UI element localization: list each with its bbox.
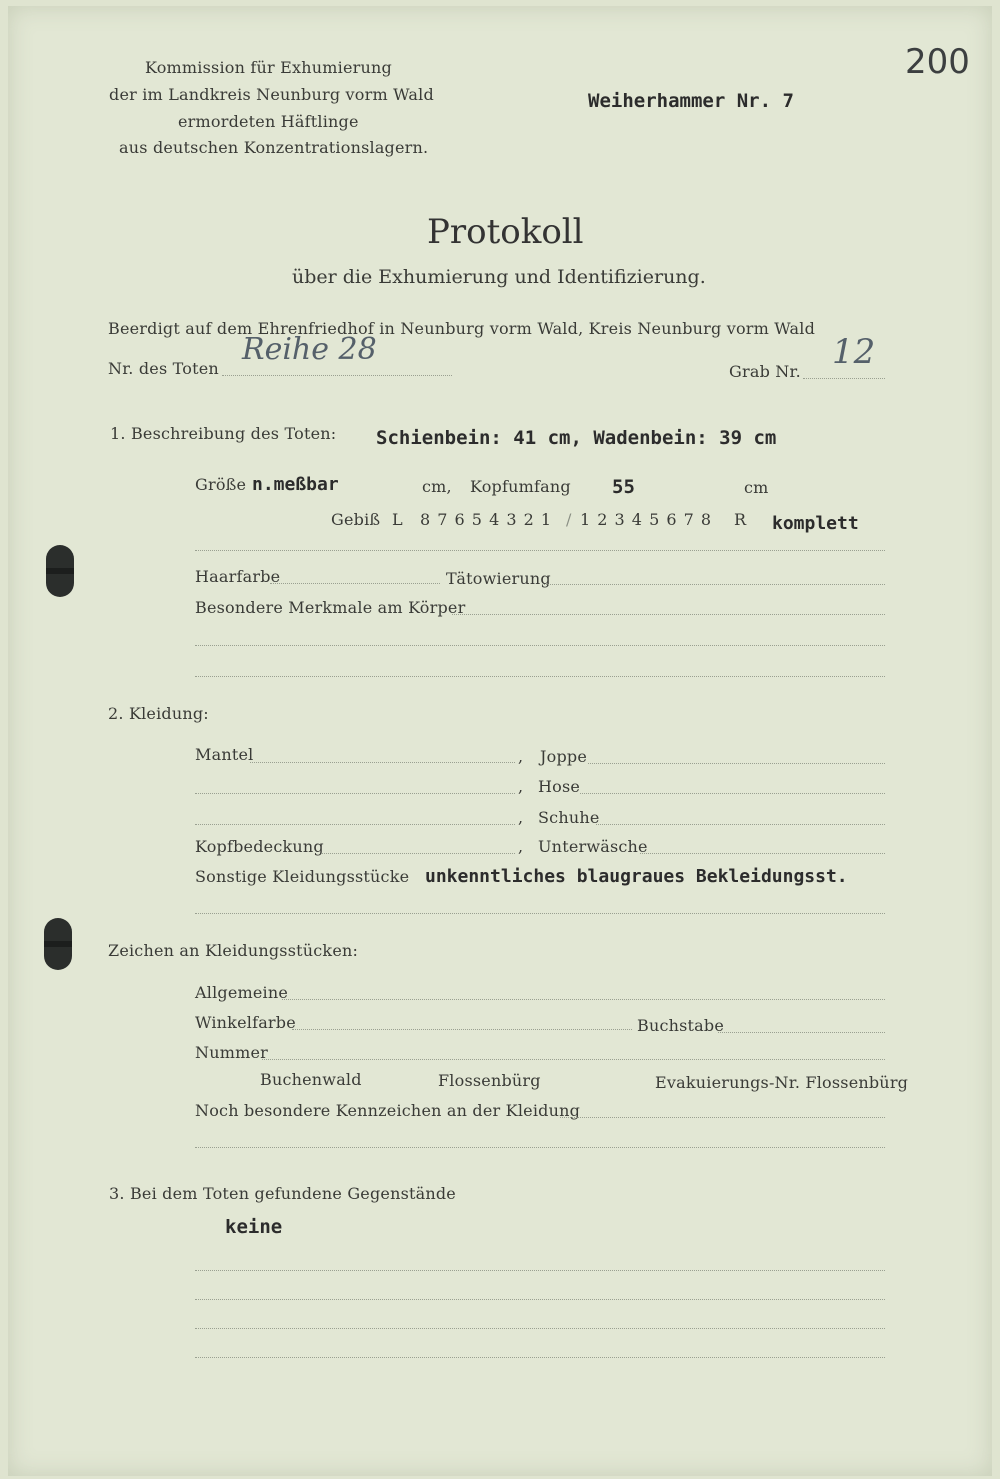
document-title: Protokoll xyxy=(427,212,584,252)
document-subtitle: über die Exhumierung und Identifizierung. xyxy=(292,266,706,288)
groesse-label: Größe xyxy=(195,475,247,494)
unterwaesche-line xyxy=(640,853,885,854)
joppe-label: Joppe xyxy=(540,747,587,766)
groesse-value: n.meßbar xyxy=(252,474,339,495)
buchstabe-label: Buchstabe xyxy=(637,1016,725,1035)
gebiss-extra-line xyxy=(195,550,885,551)
buchstabe-line xyxy=(718,1032,885,1033)
hose-label: Hose xyxy=(538,777,581,796)
zeichen-heading: Zeichen an Kleidungsstücken: xyxy=(108,941,359,960)
comma-schuhe: , xyxy=(518,808,524,827)
allgemeine-line xyxy=(282,999,885,1000)
comma-unterwaesche: , xyxy=(518,837,524,856)
joppe-line xyxy=(588,763,885,764)
taetowierung-line xyxy=(542,584,885,585)
gegenstaende-line-1 xyxy=(195,1270,885,1271)
groesse-unit: cm, xyxy=(422,477,452,496)
section1-heading: 1. Beschreibung des Toten: xyxy=(110,424,337,443)
gegenstaende-line-4 xyxy=(195,1357,885,1358)
nummer-label: Nummer xyxy=(195,1043,268,1062)
evakuierung-label: Evakuierungs-Nr. Flossenbürg xyxy=(655,1073,909,1092)
merkmale-label: Besondere Merkmale am Körper xyxy=(195,598,466,617)
unterwaesche-label: Unterwäsche xyxy=(538,837,648,856)
grab-nr-value: 12 xyxy=(832,332,876,372)
gebiss-label: Gebiß xyxy=(331,510,381,529)
taetowierung-label: Tätowierung xyxy=(446,569,551,588)
merkmale-line-3 xyxy=(195,676,885,677)
toten-nr-label: Nr. des Toten xyxy=(108,359,219,378)
org-line-3: ermordeten Häftlinge xyxy=(178,112,359,131)
kopfbedeckung-label: Kopfbedeckung xyxy=(195,837,324,856)
page-number: 200 xyxy=(905,42,970,82)
gebiss-right-marker: R xyxy=(734,510,747,529)
mantel-label: Mantel xyxy=(195,745,254,764)
besondere-kennzeichen-label: Noch besondere Kennzeichen an der Kleidung xyxy=(195,1101,581,1120)
schuhe-line xyxy=(596,824,885,825)
gegenstaende-line-3 xyxy=(195,1328,885,1329)
sonstige-label: Sonstige Kleidungsstücke xyxy=(195,867,410,886)
sonstige-line-2 xyxy=(195,913,885,914)
kopfumfang-unit: cm xyxy=(744,478,769,497)
kopfbedeckung-line xyxy=(322,853,515,854)
kopfumfang-label: Kopfumfang xyxy=(470,477,571,496)
besondere-kennzeichen-line-2 xyxy=(195,1147,885,1148)
toten-nr-line xyxy=(222,375,452,376)
schuhe-label: Schuhe xyxy=(538,808,600,827)
kleidung-line-2 xyxy=(195,793,515,794)
toten-nr-value: Reihe 28 xyxy=(242,332,377,367)
comma-hose: , xyxy=(518,777,524,796)
nummer-line xyxy=(262,1059,885,1060)
gebiss-value: komplett xyxy=(772,513,859,534)
winkelfarbe-label: Winkelfarbe xyxy=(195,1013,296,1032)
flossenbuerg-label: Flossenbürg xyxy=(438,1071,541,1090)
kopfumfang-value: 55 xyxy=(612,476,635,498)
org-line-4: aus deutschen Konzentrationslagern. xyxy=(119,138,429,157)
typed-reference: Weiherhammer Nr. 7 xyxy=(588,90,794,112)
mantel-line xyxy=(250,762,515,763)
allgemeine-label: Allgemeine xyxy=(195,983,289,1002)
besondere-kennzeichen-line xyxy=(560,1117,885,1118)
merkmale-line xyxy=(452,614,885,615)
kleidung-line-3 xyxy=(195,824,515,825)
punch-hole-upper xyxy=(46,545,74,597)
merkmale-line-2 xyxy=(195,645,885,646)
comma-joppe: , xyxy=(518,747,524,766)
org-line-1: Kommission für Exhumierung xyxy=(145,58,392,77)
haarfarbe-line xyxy=(270,583,440,584)
sonstige-value: unkenntliches blaugraues Bekleidungsst. xyxy=(425,866,848,887)
winkelfarbe-line xyxy=(292,1029,632,1030)
hose-line xyxy=(580,793,885,794)
gebiss-separator: / xyxy=(566,510,572,529)
gebiss-left-marker: L xyxy=(392,510,403,529)
gegenstaende-line-2 xyxy=(195,1299,885,1300)
section2-heading: 2. Kleidung: xyxy=(108,704,209,723)
burial-location: Beerdigt auf dem Ehrenfriedhof in Neunburg vorm Wald, Kreis Neunburg vorm Wald xyxy=(108,319,816,338)
punch-hole-lower xyxy=(44,918,72,970)
gebiss-teeth-right: 1 2 3 4 5 6 7 8 xyxy=(580,510,713,529)
grab-nr-label: Grab Nr. xyxy=(729,362,801,381)
haarfarbe-label: Haarfarbe xyxy=(195,567,281,586)
buchenwald-label: Buchenwald xyxy=(260,1070,362,1089)
section3-heading: 3. Bei dem Toten gefundene Gegenstände xyxy=(109,1184,456,1203)
gegenstaende-value: keine xyxy=(225,1216,283,1238)
typed-bone-measurements: Schienbein: 41 cm, Wadenbein: 39 cm xyxy=(376,427,777,449)
org-line-2: der im Landkreis Neunburg vorm Wald xyxy=(109,85,434,104)
grab-nr-line xyxy=(803,378,885,379)
gebiss-teeth-left: 8 7 6 5 4 3 2 1 xyxy=(420,510,553,529)
